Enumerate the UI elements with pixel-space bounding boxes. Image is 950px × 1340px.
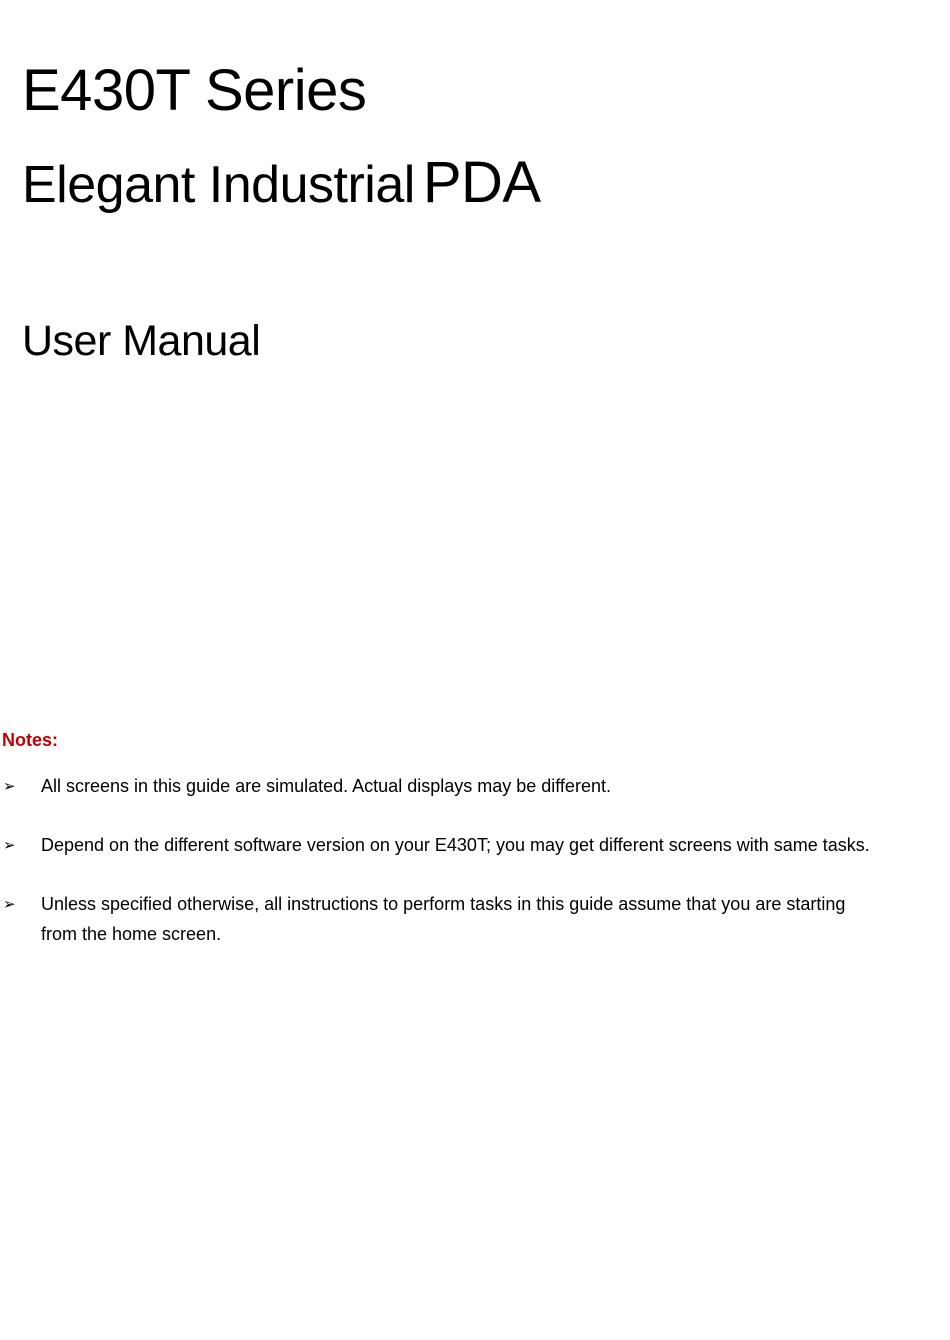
document-title: User Manual	[22, 317, 261, 365]
notes-list	[0, 771, 900, 978]
note-item	[0, 771, 871, 801]
series-title: E430T Series	[22, 58, 367, 123]
arrow-bullet-icon: ➢	[3, 777, 16, 795]
note-text: All screens in this guide are simulated. Actual displays may be different.	[41, 776, 611, 796]
note-item	[0, 889, 871, 949]
arrow-bullet-icon: ➢	[3, 895, 16, 913]
subtitle-main: Elegant Industrial	[22, 156, 415, 214]
product-subtitle	[22, 150, 541, 215]
subtitle-suffix: PDA	[422, 150, 541, 215]
note-item	[0, 830, 871, 860]
note-text: Unless specified otherwise, all instructions to perform tasks in this guide assume that you are starting from the home screen.	[41, 894, 846, 944]
note-text: Depend on the different software version on your E430T; you may get different screens with same tasks.	[41, 835, 870, 855]
arrow-bullet-icon: ➢	[3, 836, 16, 854]
notes-heading: Notes:	[2, 730, 59, 750]
